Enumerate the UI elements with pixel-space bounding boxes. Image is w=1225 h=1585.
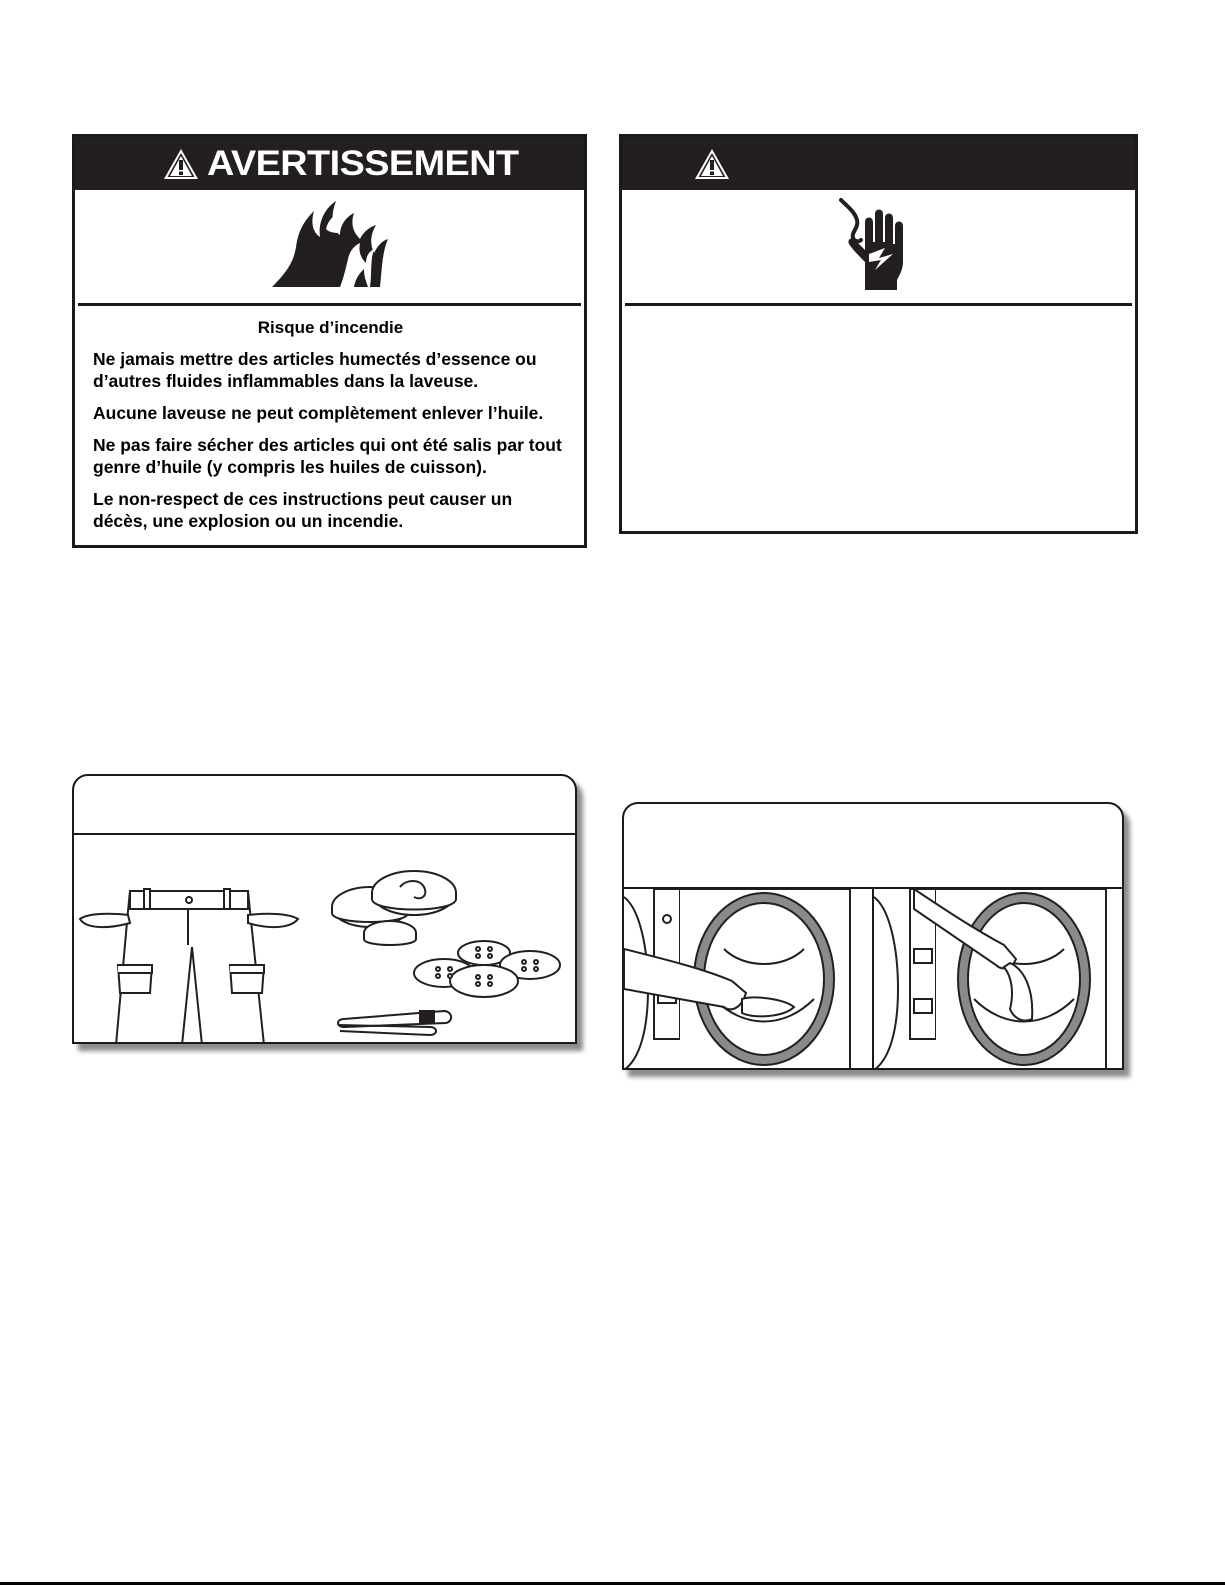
warning-header bbox=[622, 137, 1135, 190]
buttons-icon bbox=[414, 941, 560, 997]
warning-paragraph: Ne jamais mettre des articles humectés d’essence ou d’autres fluides inflammables dans la laveuse. bbox=[93, 349, 537, 391]
shock-warning-box bbox=[619, 134, 1138, 534]
warning-triangle-icon bbox=[694, 148, 730, 180]
fire-warning-box bbox=[72, 134, 587, 548]
warning-triangle-icon bbox=[163, 148, 199, 180]
warning-heading: Risque d’incendie bbox=[257, 318, 404, 337]
card-header bbox=[624, 804, 1122, 889]
coins-icon bbox=[332, 871, 456, 945]
pockets-illustration-card bbox=[72, 774, 577, 1044]
warning-header bbox=[75, 137, 584, 190]
warning-signal-word: AVERTISSEMENT bbox=[207, 143, 519, 183]
seal-wipe-panel-2 bbox=[874, 889, 1122, 1070]
fire-warning-body bbox=[75, 306, 584, 532]
pants-icon bbox=[80, 889, 298, 1044]
seal-wipe-panel-1 bbox=[624, 889, 874, 1070]
empty-pockets-illustration bbox=[74, 835, 575, 1044]
card-header bbox=[74, 776, 575, 835]
fire-icon bbox=[270, 199, 390, 294]
door-seal-illustration-card bbox=[622, 802, 1124, 1070]
safety-pins-icon bbox=[338, 1011, 451, 1035]
electric-shock-hand-icon bbox=[829, 196, 929, 297]
seal-panels bbox=[624, 889, 1122, 1070]
warning-paragraph: Ne pas faire sécher des articles qui ont été salis par tout genre d’huile (y compris les huiles de cuisson). bbox=[93, 435, 562, 477]
warning-paragraph: Le non-respect de ces instructions peut causer un décès, une explosion ou un incendie. bbox=[93, 489, 513, 531]
shock-pictogram-area bbox=[625, 190, 1132, 306]
fire-pictogram-area bbox=[78, 190, 581, 306]
warning-paragraph: Aucune laveuse ne peut complètement enlever l’huile. bbox=[93, 403, 544, 423]
